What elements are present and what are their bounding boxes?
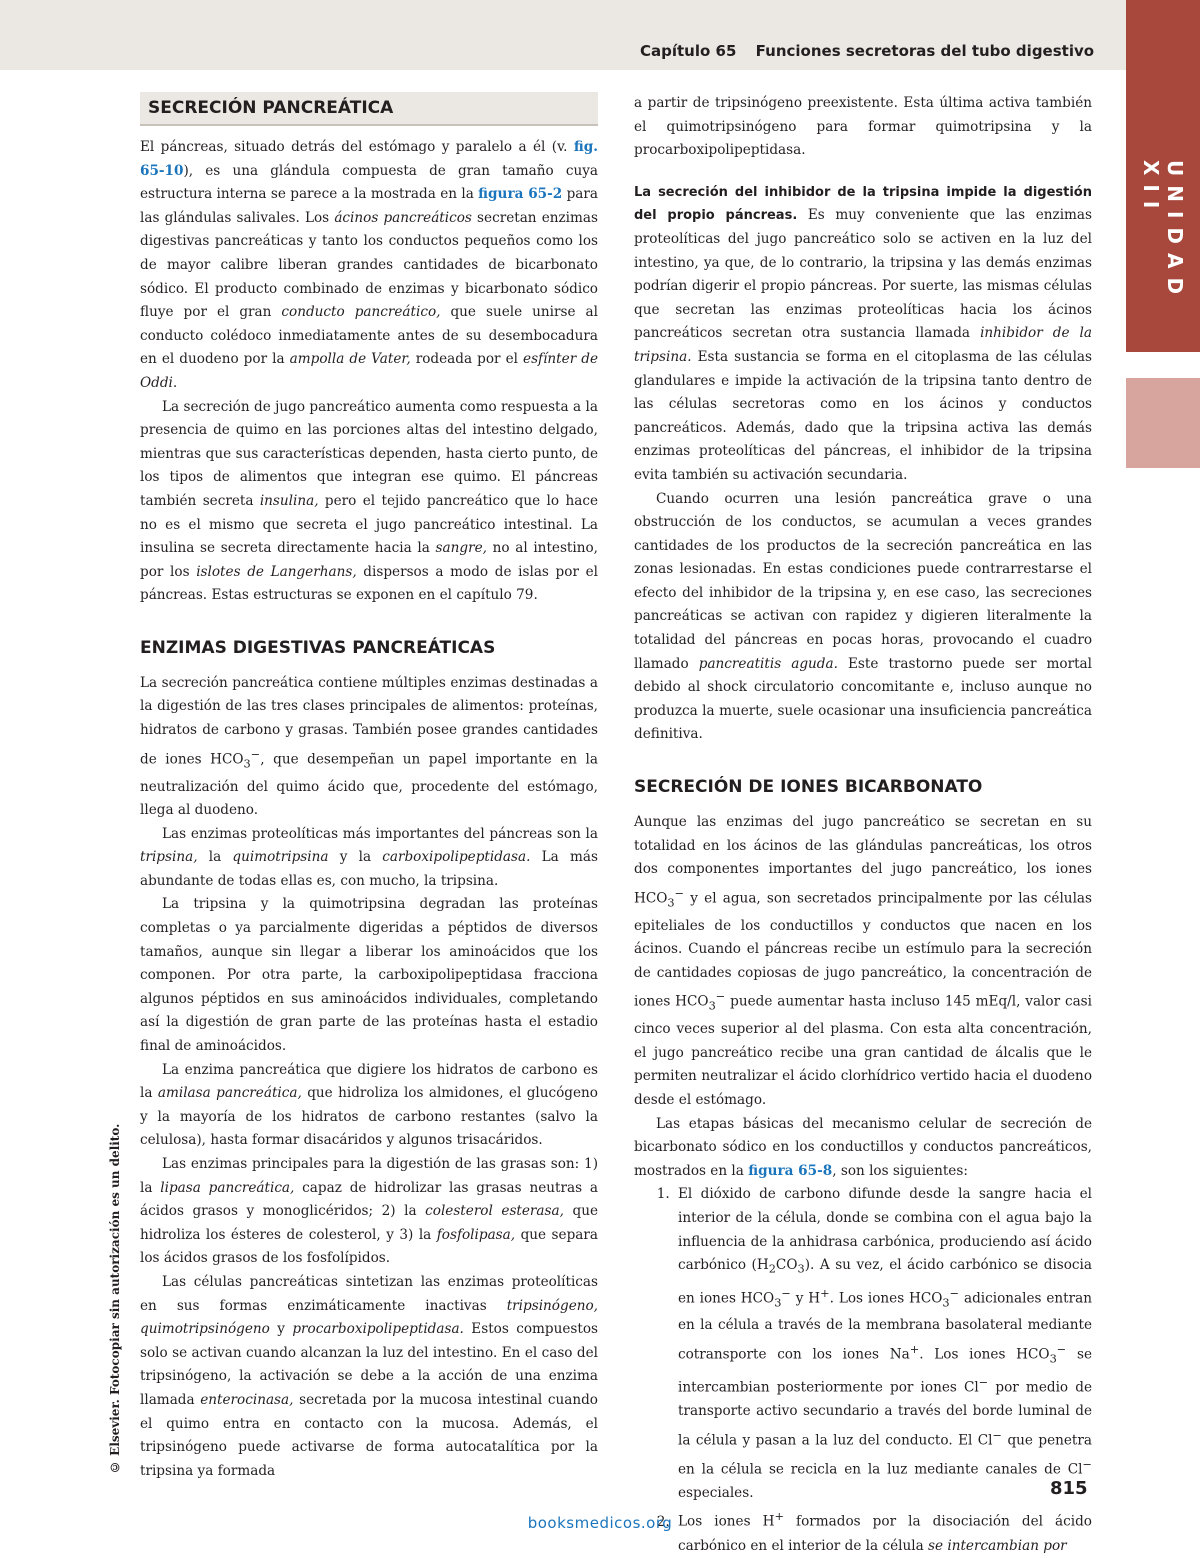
- paragraph: Las enzimas principales para la digestión de las grasas son: 1) la lipasa pancreática, capaz de hidrolizar las grasas neutras a ácidos grasos y monoglicéridos; 2) la colesterol esterasa, que hidroliza los ésteres de colesterol, y 3) la fosfolipasa, que separa los ácidos grasos de los fosfolípidos.: [140, 1156, 598, 1267]
- paragraph: a partir de tripsinógeno preexistente. Esta última activa también el quimotripsinógeno para formar quimotripsina y la procarboxipolipeptidasa.: [634, 95, 1092, 159]
- footer-site-link[interactable]: booksmedicos.org: [527, 1514, 673, 1532]
- section-heading-enzimas: ENZIMAS DIGESTIVAS PANCREÁTICAS: [140, 637, 496, 658]
- steps-list: [634, 1183, 1092, 1558]
- list-item: 2. Los iones H+ formados por la disociación del ácido carbónico en el interior de la célula se intercambian por: [674, 1505, 1092, 1558]
- paragraph: La secreción pancreática contiene múltiples enzimas destinadas a la digestión de las tres clases principales de alimentos: proteínas, hidratos de carbono y grasas. También posee grandes cantidades de iones $HCO_3^-$, que desempeñan un papel importante en la neutralización del quimo ácido que, procedente del estómago, llega al duodeno.: [140, 674, 598, 819]
- paragraph: La secreción de jugo pancreático aumenta como respuesta a la presencia de quimo en las porciones altas del intestino delgado, mientras que sus características dependen, hasta cierto punto, de los tipos de alimentos que integran ese quimo. El páncreas también secreta insulina, pero el tejido pancreático que lo hace no es el mismo que secreta el jugo pancreático intestinal. La insulina se secreta directamente hacia la sangre, no al intestino, por los islotes de Langerhans, dispersos a modo de islas por el páncreas. Estas estructuras se exponen en el capítulo 79.: [140, 398, 598, 604]
- paragraph: Cuando ocurren una lesión pancreática grave o una obstrucción de los conductos, se acumulan a veces grandes cantidades de los productos de la secreción pancreática en las zonas lesionadas. En estas condiciones puede contrarrestarse el efecto del inhibidor de la tripsina y, en ese caso, las secreciones pancreáticas se activan con rapidez y digieren literalmente la totalidad del páncreas en pocas horas, provocando el cuadro llamado pancreatitis aguda. Este trastorno puede ser mortal debido al shock circulatorio concomitante e, incluso aunque no produzca la muerte, suele ocasionar una insuficiencia pancreática definitiva.: [634, 490, 1092, 743]
- right-column: [634, 92, 1092, 1558]
- paragraph: La enzima pancreática que digiere los hidratos de carbono es la amilasa pancreática, que hidroliza los almidones, el glucógeno y la mayoría de los hidratos de carbono restantes (salvo la celulosa), hasta formar disacáridos y algunos trisacáridos.: [140, 1061, 598, 1149]
- running-head: [640, 42, 1100, 60]
- chapter-title: Funciones secretoras del tubo digestivo: [755, 42, 1095, 60]
- paragraph: La secreción del inhibidor de la tripsina impide la digestión del propio páncreas. Es muy conveniente que las enzimas proteolíticas del jugo pancreático solo se activen en la luz del intestino, ya que, de lo contrario, la tripsina y las demás enzimas podrían digerir el propio páncreas. Por suerte, las mismas células que secretan las enzimas proteolíticas hacia los ácinos pancreáticos secretan otra sustancia llamada inhibidor de la tripsina. Esta sustancia se forma en el citoplasma de las células glandulares e impide la activación de la tripsina tanto dentro de las células secretoras como en los ácinos y conductos pancreáticos. Además, dado que la tripsina activa las demás enzimas proteolíticas del páncreas, el inhibidor de la tripsina evita también su activación secundaria.: [634, 184, 1093, 483]
- paragraph: El páncreas, situado detrás del estómago y paralelo a él (v. fig. 65-10), es una glándula compuesta de gran tamaño cuya estructura interna se parece a la mostrada en la figura 65-2 para las glándulas salivales. Los ácinos pancreáticos secretan enzimas digestivas pancreáticas y tanto los conductos pequeños como los de mayor calibre liberan grandes cantidades de bicarbonato sódico. El producto combinado de enzimas y bicarbonato sódico fluye por el gran conducto pancreático, que suele unirse al conducto colédoco inmediatamente antes de su desembocadura en el duodeno por la ampolla de Vater, rodeada por el esfínter de Oddi.: [140, 139, 598, 391]
- left-column: [140, 92, 598, 1483]
- figure-link[interactable]: figura 65-2: [478, 186, 563, 203]
- copyright-notice: © Elsevier. Fotocopiar sin autorización es un delito.: [108, 1123, 122, 1474]
- section-heading-secrecion-pancreatica: SECRECIÓN PANCREÁTICA: [140, 92, 598, 126]
- paragraph: Las enzimas proteolíticas más importantes del páncreas son la tripsina, la quimotripsina y la carboxipolipeptidasa. La más abundante de todas ellas es, con mucho, la tripsina.: [140, 825, 598, 889]
- run-in-heading: La secreción del inhibidor de la tripsina impide la digestión del propio páncreas.: [634, 184, 1092, 224]
- paragraph: La tripsina y la quimotripsina degradan las proteínas completas o ya parcialmente digeridas a péptidos de diversos tamaños, aunque sin llegar a liberar los aminoácidos que los componen. Por otra parte, la carboxipolipeptidasa fracciona algunos péptidos en sus aminoácidos individuales, completando así la digestión de gran parte de las proteínas hasta el estadio final de aminoácidos.: [140, 896, 598, 1055]
- page-number: 815: [1050, 1478, 1088, 1499]
- paragraph: Aunque las enzimas del jugo pancreático se secretan en su totalidad en los ácinos de las glándulas pancreáticas, los otros dos componentes importantes del jugo pancreático, los iones $HCO_3^-$ y el agua, son secretados principalmente por las células epiteliales de los conductillos y conductos que nacen en los ácinos. Cuando el páncreas recibe un estímulo para la secreción de cantidades copiosas de jugo pancreático, la concentración de iones $HCO_3^-$ puede aumentar hasta incluso 145 mEq/l, valor casi cinco veces superior al del plasma. Con esta alta concentración, el jugo pancreático recibe una gran cantidad de álcalis que le permiten neutralizar el ácido clorhídrico vertido hacia el duodeno desde el estómago.: [634, 814, 1092, 1109]
- figure-link[interactable]: fig. 65-10: [140, 139, 598, 179]
- chapter-number: Capítulo 65: [640, 42, 737, 60]
- unit-tab-secondary: [1126, 378, 1200, 468]
- unit-tab-label: UNIDAD XII: [1139, 160, 1187, 304]
- paragraph: Las etapas básicas del mecanismo celular de secreción de bicarbonato sódico en los conductillos y conductos pancreáticos, mostrados en la figura 65-8, son los siguientes:: [634, 1115, 1092, 1179]
- section-heading-bicarbonato: SECRECIÓN DE IONES BICARBONATO: [634, 777, 983, 798]
- paragraph: Las células pancreáticas sintetizan las enzimas proteolíticas en sus formas enzimáticamente inactivas tripsinógeno, quimotripsinógeno y procarboxipolipeptidasa. Estos compuestos solo se activan cuando alcanzan la luz del intestino. En el caso del tripsinógeno, la activación se debe a la acción de una enzima llamada enterocinasa, secretada por la mucosa intestinal cuando el quimo entra en contacto con la mucosa. Además, el tripsinógeno puede activarse de forma autocatalítica por la tripsina ya formada: [140, 1273, 598, 1479]
- list-item: 1. El dióxido de carbono difunde desde la sangre hacia el interior de la célula, donde se combina con el agua bajo la influencia de la anhidrasa carbónica, produciendo así ácido carbónico $(H_2CO_3)$. A su vez, el ácido carbónico se disocia en iones $HCO_3^-$ y H+. Los iones $HCO_3^-$ adicionales entran en la célula a través de la membrana basolateral mediante cotransporte con los iones Na+. Los iones $HCO_3^-$ se intercambian posteriormente por iones Cl− por medio de transporte activo secundario a través del borde luminal de la célula y pasan a la luz del conducto. El Cl− que penetra en la célula se recicla en la luz mediante canales de Cl− especiales.: [674, 1183, 1092, 1505]
- figure-link[interactable]: figura 65-8: [748, 1162, 833, 1179]
